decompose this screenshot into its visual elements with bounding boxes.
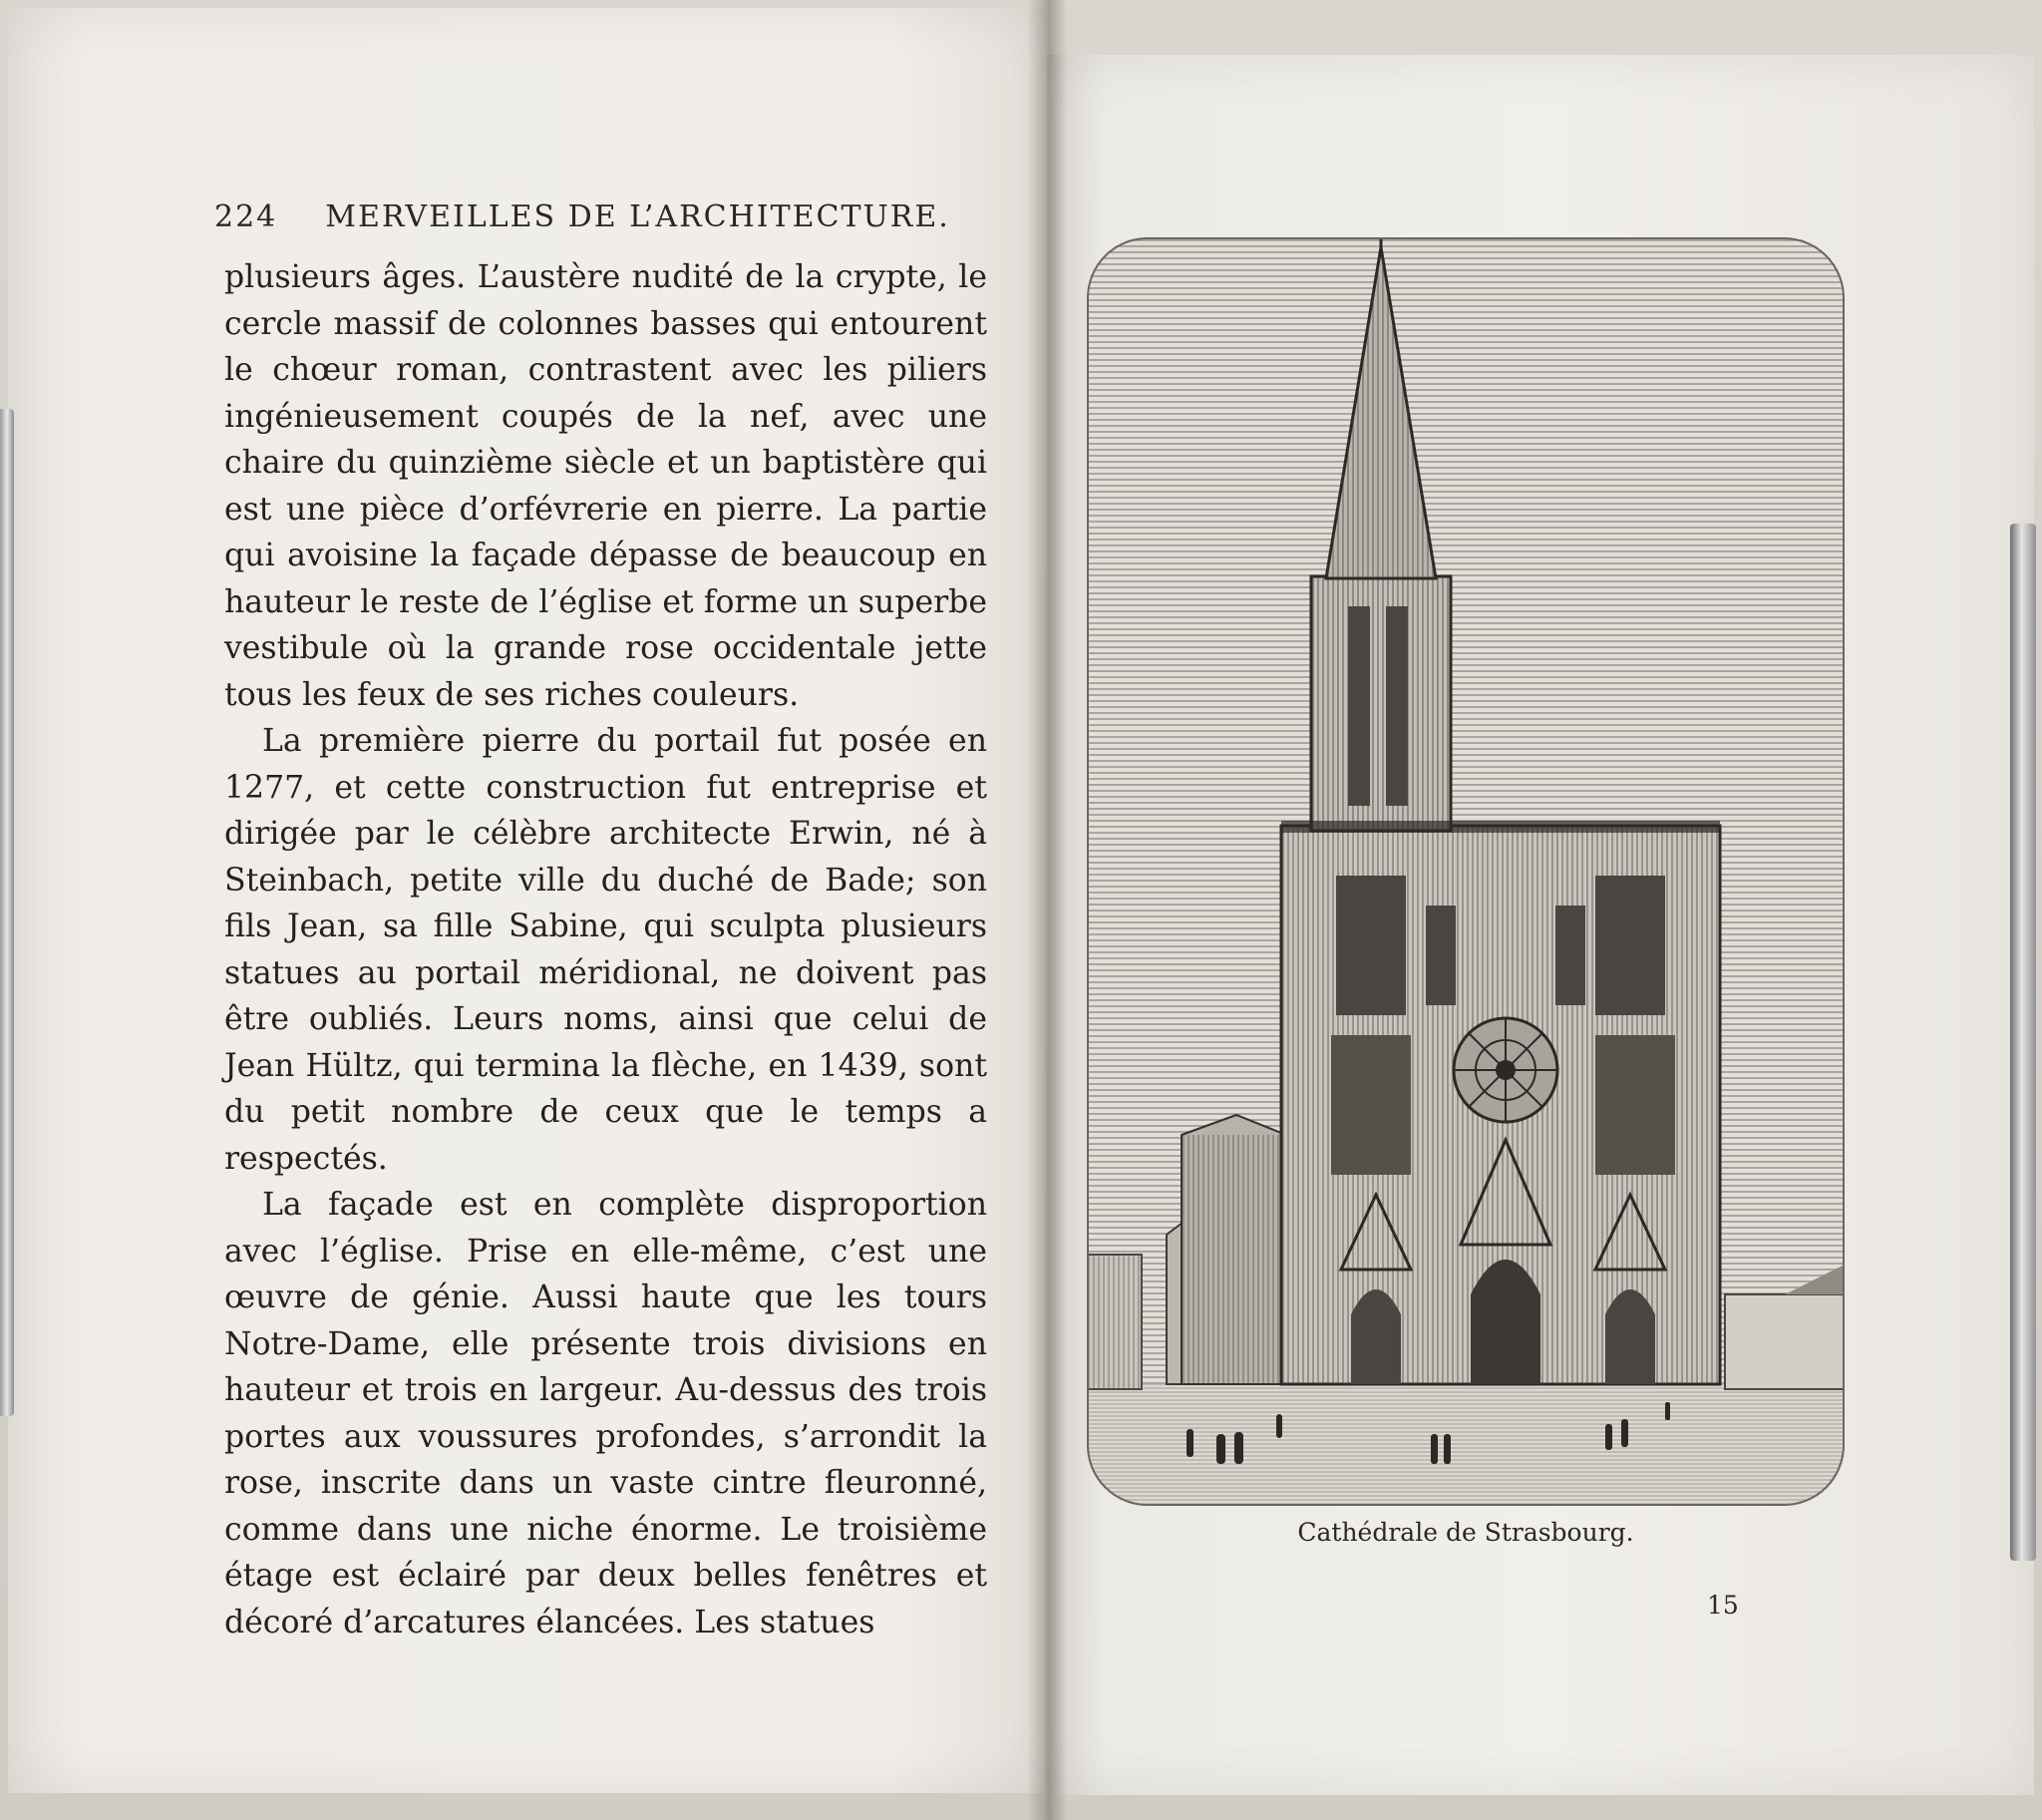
cathedral-engraving: [1087, 237, 1845, 1506]
body-text: [224, 254, 987, 1645]
book-spine: [1027, 0, 1067, 1820]
figure-caption: Cathédrale de Strasbourg.: [1297, 1518, 1634, 1547]
paragraph: plusieurs âges. L’austère nudité de la crypte, le cercle massif de colonnes basses qui entourent le chœur roman, contrastent avec les piliers ingénieusement coupés de la nef, avec une chaire du quinzième siècle et un baptistère qui est une pièce d’orfévrerie en pierre. La partie qui avoisine la façade dépasse de beaucoup en hauteur le reste de l’église et forme un superbe vestibule où la grande rose occidentale jette tous les feux de ses riches couleurs.: [224, 259, 987, 713]
running-head: [214, 199, 1012, 234]
page-number: 224: [214, 199, 278, 234]
paragraph: La première pierre du portail fut posée en 1277, et cette construction fut entreprise et dirigée par le célèbre architecte Erwin, né à Steinbach, petite ville du duché de Bade; son fils Jean, sa fille Sabine, qui sculpta plusieurs statues au portail méridional, ne doivent pas être oubliés. Leurs noms, ainsi que celui de Jean Hültz, qui termina la flèche, en 1439, sont du petit nombre de ceux que le temps a respectés.: [224, 723, 987, 1177]
signature-number: 15: [1707, 1591, 1739, 1620]
right-page-clip: [2010, 524, 2036, 1561]
running-title: MERVEILLES DE L’ARCHITECTURE.: [325, 199, 950, 234]
left-page-clip: [0, 409, 14, 1416]
paragraph: La façade est en complète disproportion avec l’église. Prise en elle-même, c’est une œuvre de génie. Aussi haute que les tours Notre-Dame, elle présente trois divisions en hauteur et trois en largeur. Au-dessus des trois portes aux voussures profondes, s’arrondit la rose, inscrite dans un vaste cintre fleuronné, comme dans une niche énorme. Le troisième étage est éclairé par deux belles fenêtres et décoré d’arcatures élancées. Les statues: [224, 1187, 987, 1640]
